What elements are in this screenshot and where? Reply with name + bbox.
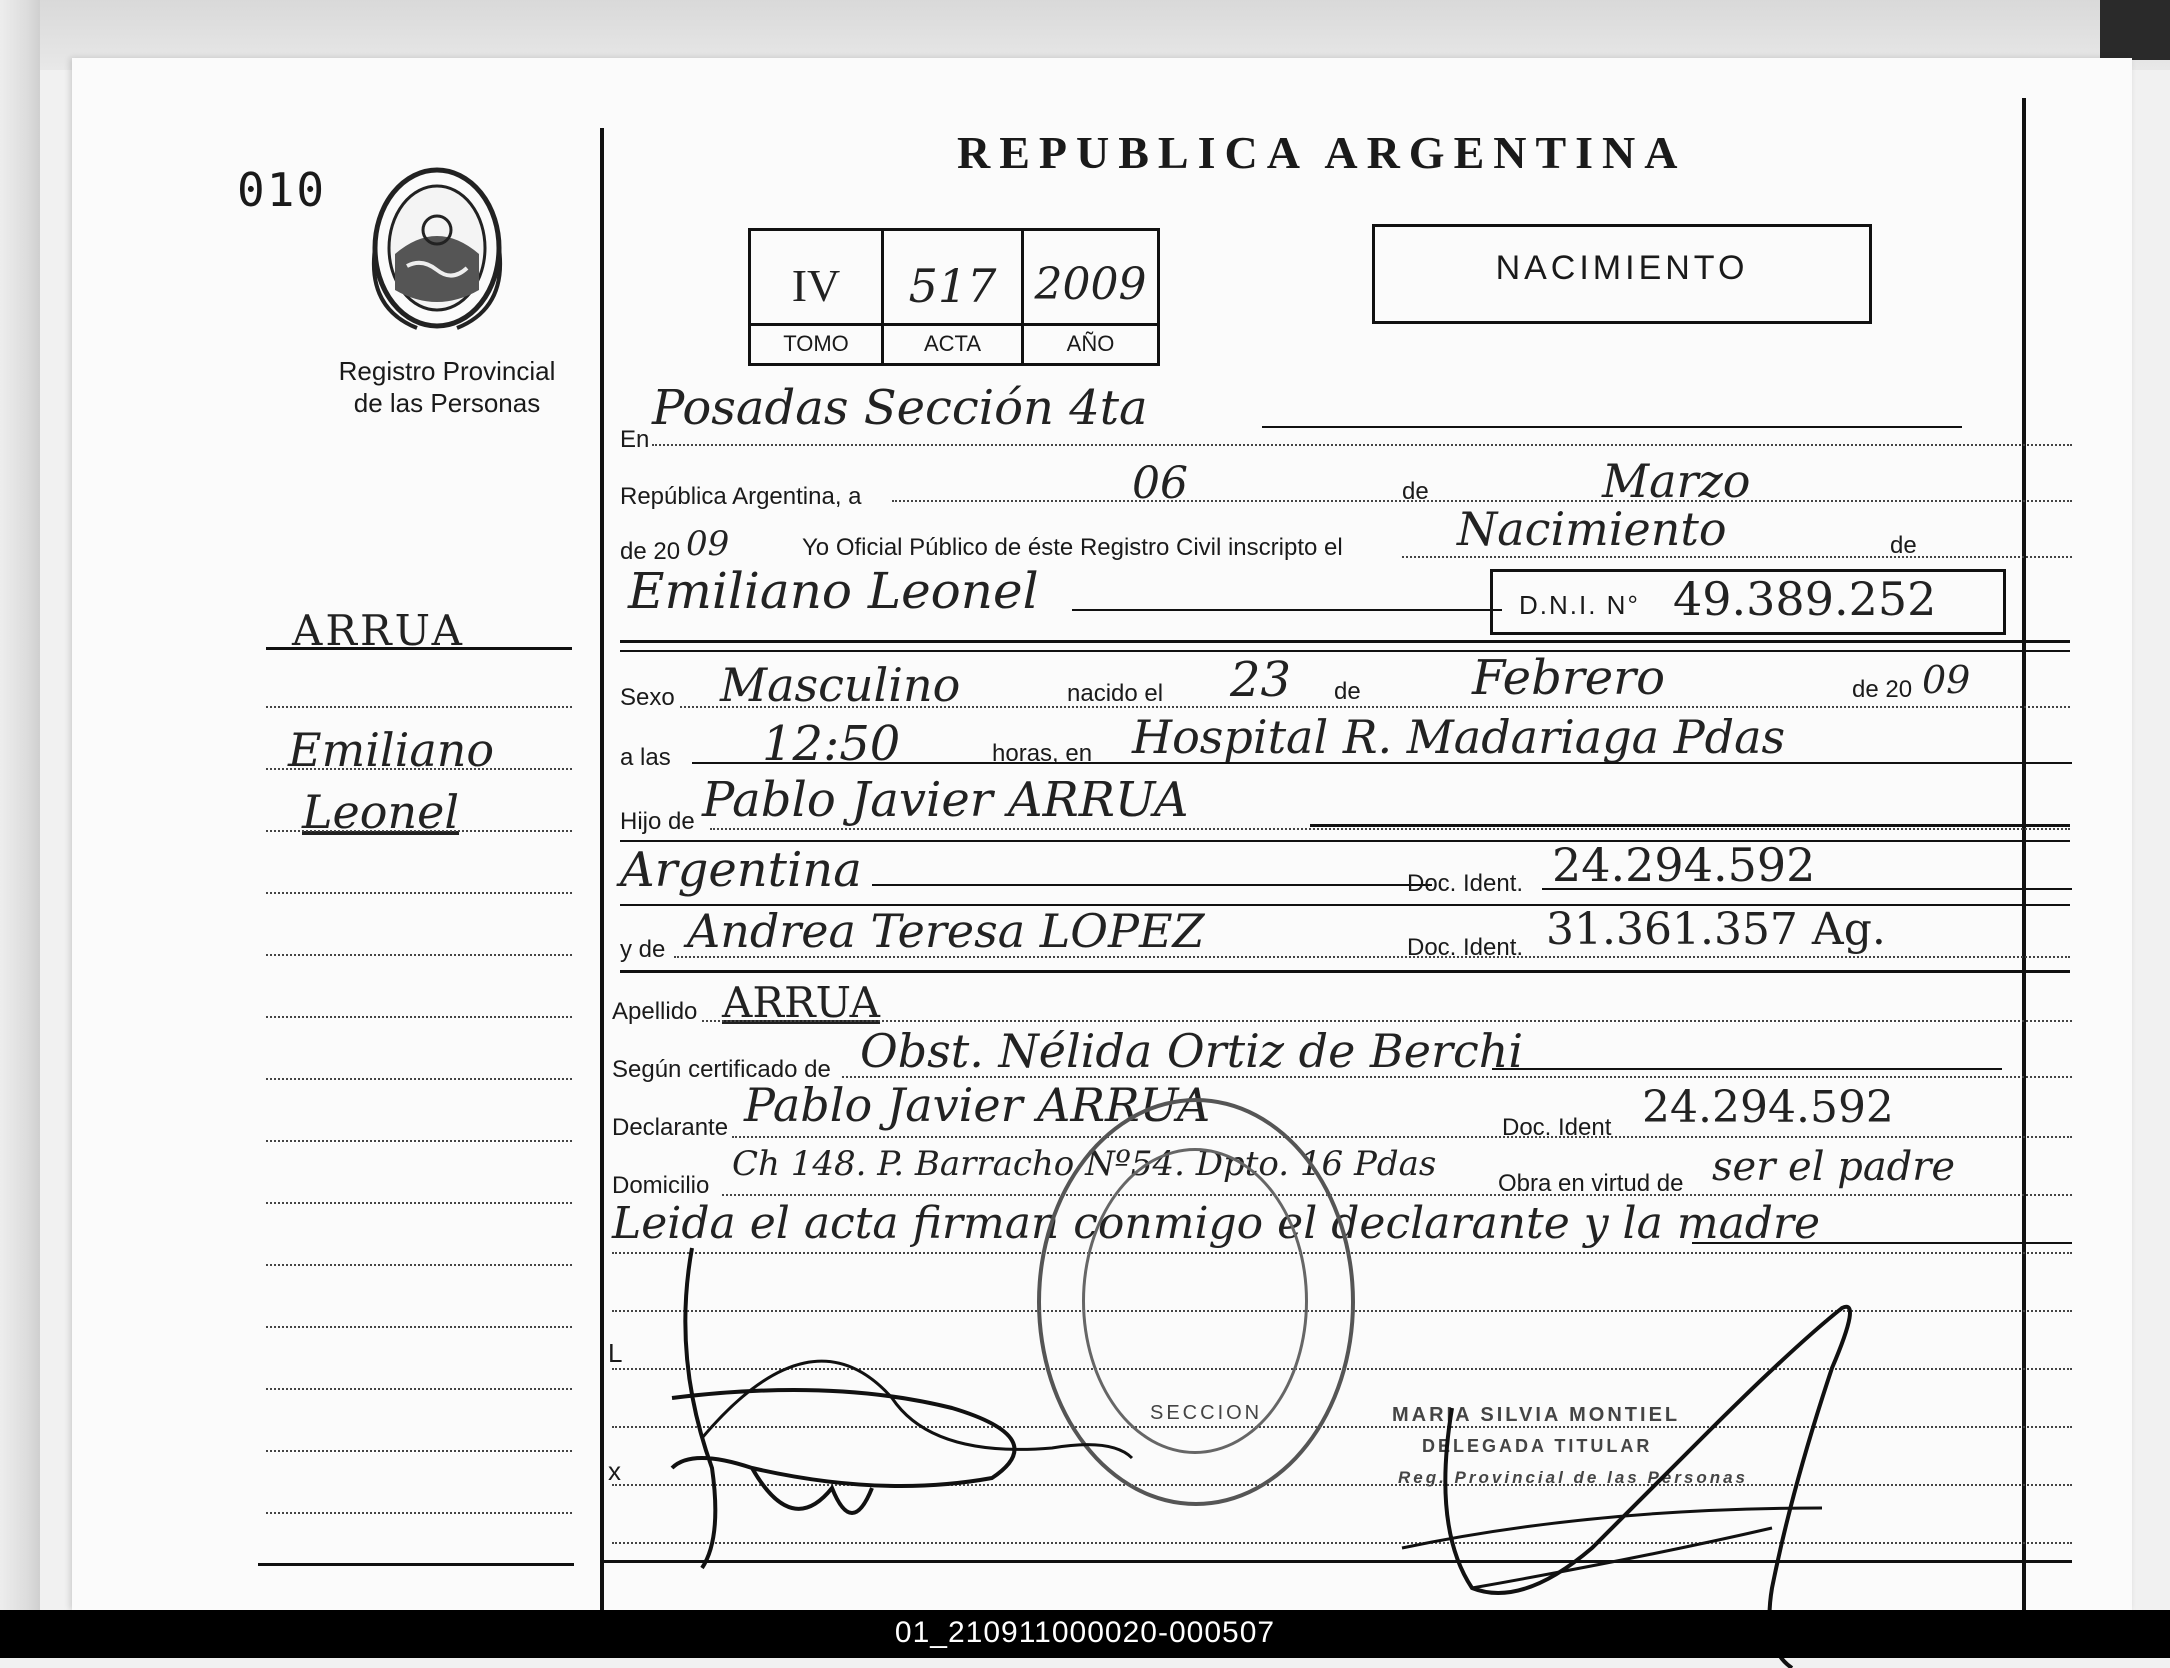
sidebar-given-name-1: Emiliano <box>288 723 495 777</box>
label-de-2: de <box>1890 532 1917 559</box>
value-inscripto: Nacimiento <box>1457 502 1727 556</box>
label-doc-ident-declarante: Doc. Ident <box>1502 1114 1612 1141</box>
sidebar-line <box>266 1140 572 1142</box>
value-mother-name: Andrea Teresa LOPEZ <box>687 904 1205 958</box>
value-declarante-doc: 24.294.592 <box>1642 1082 1894 1133</box>
label-declarante: Declarante <box>612 1114 729 1141</box>
tomo-label: TOMO <box>783 331 849 356</box>
sidebar-line <box>266 1388 572 1390</box>
value-father-nationality: Argentina <box>620 842 862 898</box>
mark-x: x <box>608 1456 621 1486</box>
scan-corner <box>2100 0 2170 60</box>
label-horas: horas, en <box>992 740 1093 767</box>
value-mother-doc: 31.361.357 Ag. <box>1546 904 1886 955</box>
label-de: de <box>1402 478 1429 505</box>
value-hour: 12:50 <box>762 716 901 772</box>
stamp-officer-office: Reg. Provincial de las Personas <box>1398 1468 1749 1487</box>
book-spine <box>0 0 40 1610</box>
right-border <box>2022 98 2026 1610</box>
stamp-officer-title: DELEGADA TITULAR <box>1422 1436 1653 1456</box>
country-title: REPUBLICA ARGENTINA <box>957 127 1687 178</box>
sidebar-bottom-rule <box>258 1563 574 1566</box>
birth-certificate-page <box>72 58 2132 1610</box>
label-en: En <box>620 426 650 453</box>
acta-label: ACTA <box>923 331 982 356</box>
value-birth-place: Hospital R. Madariaga Pdas <box>1132 710 1786 764</box>
tomo-value: IV <box>791 260 841 311</box>
label-hijo-de: Hijo de <box>620 808 695 835</box>
value-father-doc: 24.294.592 <box>1552 838 1816 892</box>
sidebar-line <box>266 830 572 832</box>
column-divider <box>600 128 604 1610</box>
label-nacido: nacido el <box>1067 680 1164 707</box>
sidebar-line <box>266 1078 572 1080</box>
label-a-las: a las <box>620 744 671 771</box>
value-apellido: ARRUA <box>722 978 881 1027</box>
sidebar-surname: ARRUA <box>292 606 466 655</box>
label-obra: Obra en virtud de <box>1498 1170 1684 1197</box>
value-day: 06 <box>1132 458 1188 509</box>
sidebar-line <box>266 1326 572 1328</box>
value-dni: 49.389.252 <box>1673 572 1937 626</box>
label-doc-ident-mother: Doc. Ident. <box>1407 934 1524 961</box>
label-year-prefix: de 20 <box>620 538 681 565</box>
misiones-emblem-icon <box>357 158 517 338</box>
sidebar-line <box>266 954 572 956</box>
label-apellido: Apellido <box>612 998 698 1025</box>
anio-value: 2009 <box>1034 259 1147 310</box>
sidebar-line <box>266 1512 572 1514</box>
sidebar-line <box>266 1016 572 1018</box>
sidebar-line <box>266 1264 572 1266</box>
anio-label: AÑO <box>1066 331 1115 356</box>
value-domicilio: Ch 148. P. Barracho Nº54. Dpto. 16 Pdas <box>732 1144 1437 1184</box>
value-obra: ser el padre <box>1712 1144 1956 1190</box>
sidebar-line <box>266 768 572 770</box>
label-dni: D.N.I. N° <box>1519 590 1640 620</box>
label-birth-year-prefix: de 20 <box>1852 676 1913 703</box>
value-year: 09 <box>686 524 730 564</box>
value-declarante: Pablo Javier ARRUA <box>744 1078 1211 1132</box>
registry-line-2: de las Personas <box>353 388 541 418</box>
value-child-name: Emiliano Leonel <box>628 562 1039 620</box>
sidebar-line <box>266 1202 572 1204</box>
value-month: Marzo <box>1602 454 1751 508</box>
label-sexo: Sexo <box>620 684 675 711</box>
sidebar-line <box>266 1450 572 1452</box>
value-birth-month: Febrero <box>1472 650 1666 706</box>
sidebar-rule <box>266 647 572 650</box>
value-place-of-registry: Posadas Sección 4ta <box>652 380 1148 436</box>
value-birth-year: 09 <box>1922 658 1971 702</box>
label-republica: República Argentina, a <box>620 483 862 510</box>
registry-name <box>302 355 592 419</box>
sidebar-line <box>266 706 572 708</box>
sidebar-line <box>266 892 572 894</box>
label-oficial: Yo Oficial Público de éste Registro Civil inscripto el <box>802 534 1343 561</box>
label-domicilio: Domicilio <box>612 1172 710 1199</box>
registry-number-table <box>748 228 1160 366</box>
file-id: 01_210911000020-000507 <box>894 1616 1276 1649</box>
value-father-name: Pablo Javier ARRUA <box>702 772 1189 828</box>
value-sexo: Masculino <box>720 658 961 712</box>
label-y-de: y de <box>620 936 666 963</box>
act-type-box <box>1372 224 1872 324</box>
folio-number: 010 <box>237 163 327 217</box>
declarant-signature <box>632 1238 1152 1588</box>
label-de-3: de <box>1334 678 1361 705</box>
seal-text: SECCION <box>1150 1402 1263 1424</box>
value-closing-text: Leida el acta firman conmigo el declarante y la madre <box>612 1198 1821 1249</box>
dni-box <box>1490 569 2006 635</box>
scan-footer <box>0 1610 2170 1658</box>
registry-line-1: Registro Provincial <box>338 356 556 386</box>
stamp-officer-name: MARIA SILVIA MONTIEL <box>1392 1404 1681 1426</box>
sidebar-given-name-2: Leonel <box>302 785 460 839</box>
mark-l: L <box>608 1338 623 1368</box>
label-doc-ident-father: Doc. Ident. <box>1407 870 1524 897</box>
value-certificado: Obst. Nélida Ortiz de Berchi <box>860 1024 1524 1078</box>
value-birth-day: 23 <box>1230 652 1292 708</box>
label-segun-certificado: Según certificado de <box>612 1056 831 1083</box>
act-type-label: NACIMIENTO <box>1495 249 1749 287</box>
acta-value: 517 <box>908 259 997 313</box>
